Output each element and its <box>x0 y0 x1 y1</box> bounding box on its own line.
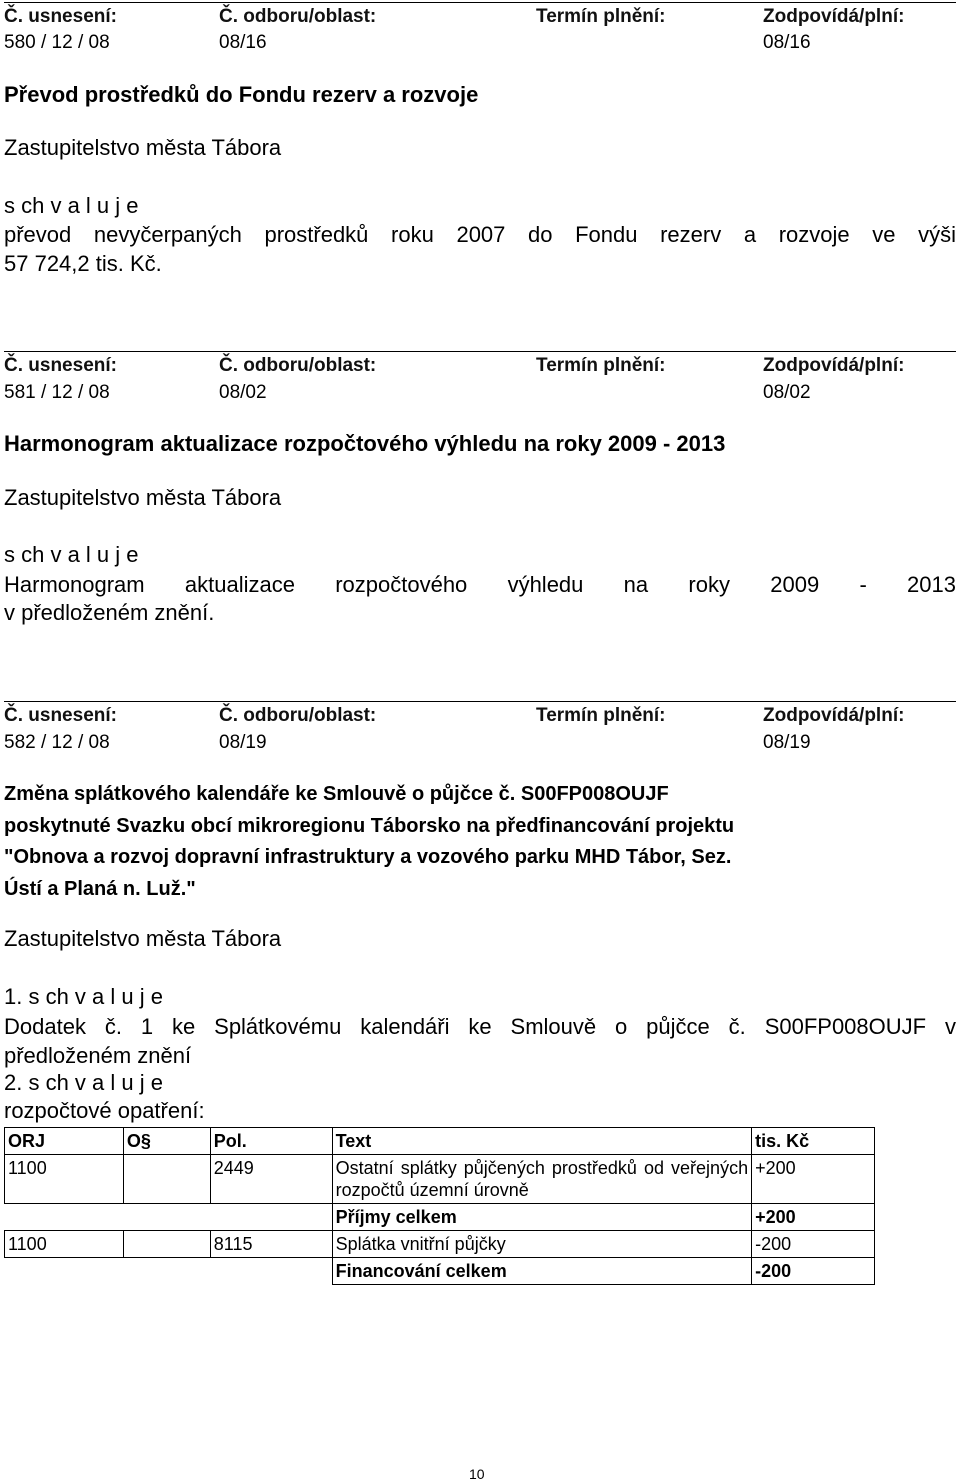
resolution-title-line: Ústí a Planá n. Luž." <box>4 877 196 900</box>
column-header: Text <box>332 1128 751 1155</box>
label-resolution-no: Č. usnesení: <box>4 6 117 27</box>
resolution-department: 08/16 <box>219 32 267 53</box>
cell-pol: 2449 <box>210 1155 332 1204</box>
cell-text: Ostatní splátky půjčených prostředků od veřejných rozpočtů územní úrovně <box>332 1155 751 1204</box>
resolution-verb: s ch v a l u j e <box>4 542 139 567</box>
cell-os <box>123 1231 210 1258</box>
resolution-body: Zastupitelstvo města Tábora <box>4 926 282 951</box>
cell-os <box>123 1155 210 1204</box>
resolution-responsible: 08/02 <box>763 382 811 403</box>
resolution-responsible: 08/16 <box>763 32 811 53</box>
resolution-verb: s ch v a l u j e <box>4 193 139 218</box>
resolution-text-line: 57 724,2 tis. Kč. <box>4 251 162 276</box>
resolution-values <box>4 732 956 756</box>
column-header: O§ <box>123 1128 210 1155</box>
resolution-responsible: 08/19 <box>763 732 811 753</box>
resolution-values <box>4 382 956 406</box>
cell-pol: 8115 <box>210 1231 332 1258</box>
resolution-number: 580 / 12 / 08 <box>4 32 110 53</box>
cell-text: Splátka vnitřní půjčky <box>332 1231 751 1258</box>
cell-amount: -200 <box>752 1231 875 1258</box>
resolution-text-line: převod nevyčerpaných prostředků roku 2007 do Fondu rezerv a rozvoje ve výši <box>4 222 956 247</box>
resolution-title: Harmonogram aktualizace rozpočtového výhledu na roky 2009 - 2013 <box>4 431 726 456</box>
section-rule <box>4 2 956 3</box>
resolution-title-line: "Obnova a rozvoj dopravní infrastruktury a vozového parku MHD Tábor, Sez. <box>4 846 732 868</box>
label-department: Č. odboru/oblast: <box>219 6 377 27</box>
table-row <box>5 1231 875 1258</box>
table-header-row <box>5 1128 875 1155</box>
column-header: ORJ <box>5 1128 124 1155</box>
label-resolution-no: Č. usnesení: <box>4 705 117 726</box>
empty-cell <box>5 1258 333 1285</box>
resolution-text-line: Harmonogram aktualizace rozpočtového výhledu na roky 2009 - 2013 <box>4 572 956 597</box>
resolution-values <box>4 32 956 56</box>
table-row <box>5 1258 875 1285</box>
resolution-verb: 1. s ch v a l u j e <box>4 984 163 1009</box>
resolution-number: 581 / 12 / 08 <box>4 382 110 403</box>
cell-amount: -200 <box>752 1258 875 1285</box>
resolution-header <box>4 705 956 729</box>
empty-cell <box>5 1204 333 1231</box>
column-header: tis. Kč <box>752 1128 875 1155</box>
resolution-header <box>4 355 956 379</box>
cell-orj: 1100 <box>5 1231 124 1258</box>
label-resolution-no: Č. usnesení: <box>4 355 117 376</box>
section-rule <box>4 351 956 352</box>
label-deadline: Termín plnění: <box>536 6 666 27</box>
label-department: Č. odboru/oblast: <box>219 355 377 376</box>
label-responsible: Zodpovídá/plní: <box>763 355 905 376</box>
resolution-department: 08/19 <box>219 732 267 753</box>
resolution-text-line: předloženém znění <box>4 1043 192 1068</box>
resolution-body: Zastupitelstvo města Tábora <box>4 485 282 510</box>
label-responsible: Zodpovídá/plní: <box>763 6 905 27</box>
resolution-header <box>4 6 956 30</box>
label-deadline: Termín plnění: <box>536 355 666 376</box>
resolution-body: Zastupitelstvo města Tábora <box>4 135 282 160</box>
cell-text: Financování celkem <box>332 1258 751 1285</box>
resolution-number: 582 / 12 / 08 <box>4 732 110 753</box>
page-number: 10 <box>469 1466 485 1482</box>
section-rule <box>4 701 956 702</box>
resolution-text-line: v předloženém znění. <box>4 600 215 625</box>
budget-table <box>4 1127 875 1285</box>
resolution-title-line: poskytnuté Svazku obcí mikroregionu Táborsko na předfinancování projektu <box>4 814 735 837</box>
table-row <box>5 1204 875 1231</box>
resolution-text-line: Dodatek č. 1 ke Splátkovému kalendáři ke Smlouvě o půjčce č. S00FP008OUJF v <box>4 1014 956 1039</box>
cell-orj: 1100 <box>5 1155 124 1204</box>
resolution-department: 08/02 <box>219 382 267 403</box>
budget-measure-label: rozpočtové opatření: <box>4 1098 205 1123</box>
table-row <box>5 1155 875 1204</box>
label-department: Č. odboru/oblast: <box>219 705 377 726</box>
resolution-verb: 2. s ch v a l u j e <box>4 1070 163 1095</box>
resolution-title-line: Změna splátkového kalendáře ke Smlouvě o půjčce č. S00FP008OUJF <box>4 783 669 805</box>
cell-text: Příjmy celkem <box>332 1204 751 1231</box>
label-responsible: Zodpovídá/plní: <box>763 705 905 726</box>
cell-amount: +200 <box>752 1204 875 1231</box>
resolution-title: Převod prostředků do Fondu rezerv a rozvoje <box>4 82 479 107</box>
cell-amount: +200 <box>752 1155 875 1204</box>
label-deadline: Termín plnění: <box>536 705 666 726</box>
column-header: Pol. <box>210 1128 332 1155</box>
